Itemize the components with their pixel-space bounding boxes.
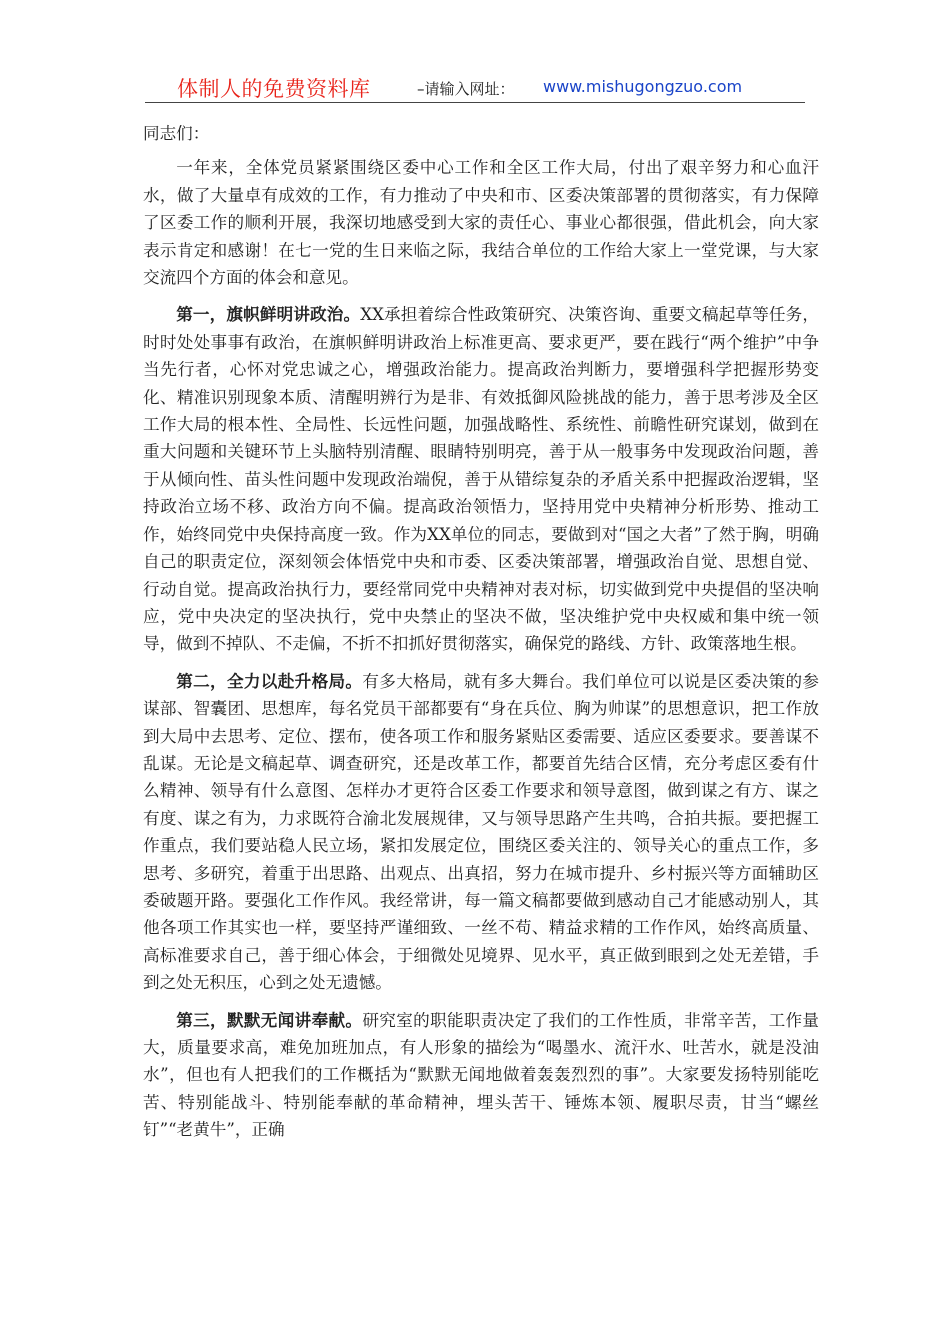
intro-paragraph: 一年来，全体党员紧紧围绕区委中心工作和全区工作大局，付出了艰辛努力和心血汗水，做了大量卓有成效的工作，有力推动了中央和市、区委决策部署的贯彻落实，有力保障了区委工作的顺利开展，我深切地感受到大家的责任心、事业心都很强，借此机会，向大家表示肯定和感谢！在七一党的生日来临之际，我结合单位的工作给大家上一堂党课，与大家交流四个方面的体会和意见。 [143, 158, 819, 288]
section-paragraph-1 [143, 301, 819, 657]
document-body [143, 120, 819, 1154]
section-heading-1: 第一，旗帜鲜明讲政治。 [176, 304, 361, 325]
header-url-link[interactable]: www.mishugongzuo.com [543, 77, 743, 96]
section-paragraph-3 [143, 1007, 819, 1144]
section-heading-3: 第三，默默无闻讲奉献。 [176, 1009, 363, 1030]
section-body-2: 有多大格局，就有多大舞台。我们单位可以说是区委决策的参谋部、智囊团、思想库，每名党员干部都要有“身在兵位、胸为帅谋”的思想意识，把工作放到大局中去思考、定位、摆布，使各项工作和服务紧贴区委需要、适应区委要求。要善谋不乱谋。无论是文稿起草、调查研究，还是改革工作，都要首先结合区情，充分考虑区委有什么精神、领导有什么意图、怎样办才更符合区委工作要求和领导意图，做到谋之有方、谋之有度、谋之有为，力求既符合渝北发展规律，又与领导思路产生共鸣，合拍共振。要把握工作重点，我们要站稳人民立场，紧扣发展定位，围绕区委关注的、领导关心的重点工作，多思考、多研究，着重于出思路、出观点、出真招，努力在城市提升、乡村振兴等方面辅助区委破题开路。要强化工作作风。我经常讲，每一篇文稿都要做到感动自己才能感动别人，其他各项工作其实也一样，要坚持严谨细致、一丝不苟、精益求精的工作作风，始终高质量、高标准要求自己，善于细心体会，于细微处见境界、见水平，真正做到眼到之处无差错，手到之处无积压，心到之处无遗憾。 [143, 671, 820, 993]
salutation: 同志们： [143, 124, 210, 143]
header-prompt: –请输入网址： [417, 80, 515, 98]
section-heading-2: 第二，全力以赴升格局。 [176, 670, 363, 691]
section-body-1: XX承担着综合性政策研究、决策咨询、重要文稿起草等任务，时时处处事事有政治，在旗帜鲜明讲政治上标准更高、要求更严，要在践行“两个维护”中争当先行者，心怀对党忠诚之心，增强政治能力。提高政治判断力，要增强科学把握形势变化、精准识别现象本质、清醒明辨行为是非、有效抵御风险挑战的能力，善于思考涉及全区工作大局的根本性、全局性、长远性问题，加强战略性、系统性、前瞻性研究谋划，做到在重大问题和关键环节上头脑特别清醒、眼睛特别明亮，善于从一般事务中发现政治问题，善于从倾向性、苗头性问题中发现政治端倪，善于从错综复杂的矛盾关系中把握政治逻辑，坚持政治立场不移、政治方向不偏。提高政治领悟力，坚持用党中央精神分析形势、推动工作，始终同党中央保持高度一致。作为XX单位的同志，要做到对“国之大者”了然于胸，明确自己的职责定位，深刻领会体悟党中央和市委、区委决策部署，增强政治自觉、思想自觉、行动自觉。提高政治执行力，要经常同党中央精神对表对标，切实做到党中央提倡的坚决响应，党中央决定的坚决执行，党中央禁止的坚决不做，坚决维护党中央权威和集中统一领导，做到不掉队、不走偏，不折不扣抓好贯彻落实，确保党的路线、方针、政策落地生根。 [143, 305, 819, 654]
header-brand: 体制人的免费资料库 [177, 77, 371, 101]
section-paragraph-2 [143, 668, 819, 997]
page-header [145, 72, 805, 103]
section-body-3: 研究室的职能职责决定了我们的工作性质，非常辛苦，工作量大，质量要求高，难免加班加点，有人形象的描绘为“喝墨水、流汗水、吐苦水，就是没油水”，但也有人把我们的工作概括为“默默无闻地做着轰轰烈烈的事”。大家要发扬特别能吃苦、特别能战斗、特别能奉献的革命精神，埋头苦干、锤炼本领、履职尽责，甘当“螺丝钉”“老黄牛”，正确 [143, 1010, 820, 1140]
